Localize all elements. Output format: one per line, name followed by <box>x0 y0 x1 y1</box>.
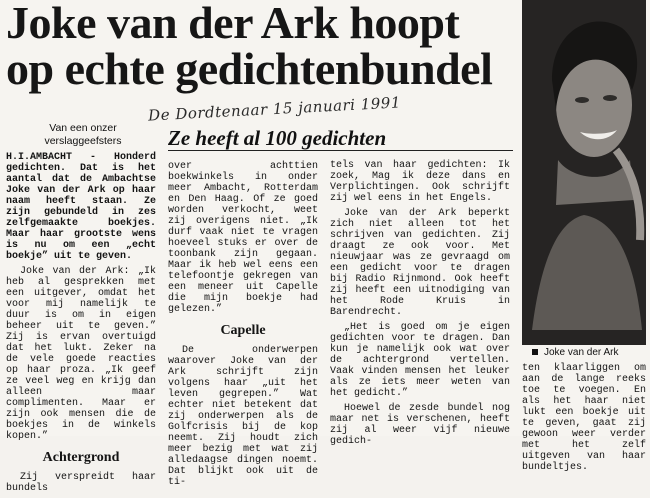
paragraph: over achttien boekwinkels in onder meer Ambacht, Rotterdam en Den Haag. Of ze goed worden verkocht, weet zij overigens niet. „Ik durf vaak niet te vragen hoeveel stuks er over de toonbank zijn gegaan. Maar ik heb wel eens een telefoontje gekregen van een meneer uit Capelle die mijn boekje had gelezen.” <box>168 161 318 315</box>
headline <box>6 0 516 92</box>
section-heading-capelle: Capelle <box>220 323 266 338</box>
section-heading-achtergrond: Achtergrond <box>42 450 120 465</box>
handwritten-source-note: De Dordtenaar 15 januari 1991 <box>147 93 402 125</box>
paragraph: Joke van der Ark: „Ik heb al gesprekken met een uitgever, omdat het voor mij namelijk te duur is om in eigen beheer uit te geven.” Zij is ervan overtuigd dat het lukt. Zeker na de vele goede reacties op haar proza. „Ik geef ze veel weg en krijg dan alleen maar complimenten. Maar er zijn ook mensen die de boekjes in de winkels kopen.” <box>6 266 156 442</box>
article-column-4 <box>522 363 646 477</box>
photo-caption-text: Joke van der Ark <box>544 347 619 358</box>
paragraph: De onderwerpen waarover Joke van der Ark schrijft zijn volgens haar „uit het leven gegrepen.” Wat echter niet betekent dat zij onderwerpen als de Golfcrisis bij de kop neemt. Zij houdt zich meer bezig met wat zij alledaagse dingen noemt. Dat blijkt ook uit de ti- <box>168 345 318 488</box>
article-column-2 <box>168 161 318 492</box>
subheadline-rule <box>168 150 513 151</box>
paragraph: tels van haar gedichten: Ik zoek, Mag ik deze dans en Verplichtingen. Ook schrijft zij wel eens in het Engels. <box>330 160 510 204</box>
paragraph: Hoewel de zesde bundel nog maar net is verschenen, heeft zij al weer vijf nieuwe gedich- <box>330 403 510 447</box>
portrait-illustration <box>522 0 646 345</box>
byline-line-2: verslaggeefsters <box>44 135 122 147</box>
headline-line-1: Joke van der Ark hoopt <box>6 0 460 48</box>
article-column-1 <box>6 152 156 498</box>
headline-line-2: op echte gedichtenbundel <box>6 43 493 94</box>
paragraph: Joke van der Ark beperkt zich niet alleen tot het schrijven van gedichten. Zij draagt ze ook voor. Met nieuwjaar was ze gevraagd om een gedicht voor te dragen bij Radio Rijnmond. Ook heeft zij heeft een uitnodiging van het Rode Kruis in Barendrecht. <box>330 208 510 318</box>
lead-text: - Honderd gedichten. Dat is het aantal dat de Ambachtse Joke van der Ark op haar naam heeft staan. Ze zijn gebundeld in zes zelfgemaakte boekjes. Maar haar grootste wens is nu om een „echt boekje” uit te geven. <box>6 152 156 262</box>
bullet-icon <box>532 349 538 355</box>
byline-line-1: Van een onzer <box>49 122 117 134</box>
photo-caption <box>522 346 646 360</box>
lead-paragraph <box>6 152 156 262</box>
article-column-3 <box>330 160 510 451</box>
paragraph: „Het is goed om je eigen gedichten voor te dragen. Dan kun je namelijk ook wat over de achtergrond vertellen. Vaak vinden mensen het leuker als ze iets meer weten van het gedicht.” <box>330 322 510 399</box>
paragraph: Zij verspreidt haar bundels <box>6 472 156 494</box>
portrait-photo <box>522 0 646 345</box>
byline <box>6 122 160 148</box>
paragraph: ten klaarliggen om aan de lange reeks toe te voegen. En als het haar niet lukt een boekje uit te geven, gaat zij gewoon weer verder met het zelf uitgeven van haar bundeltjes. <box>522 363 646 473</box>
dateline: H.I.AMBACHT <box>6 152 73 163</box>
subheadline: Ze heeft al 100 gedichten <box>168 126 387 150</box>
